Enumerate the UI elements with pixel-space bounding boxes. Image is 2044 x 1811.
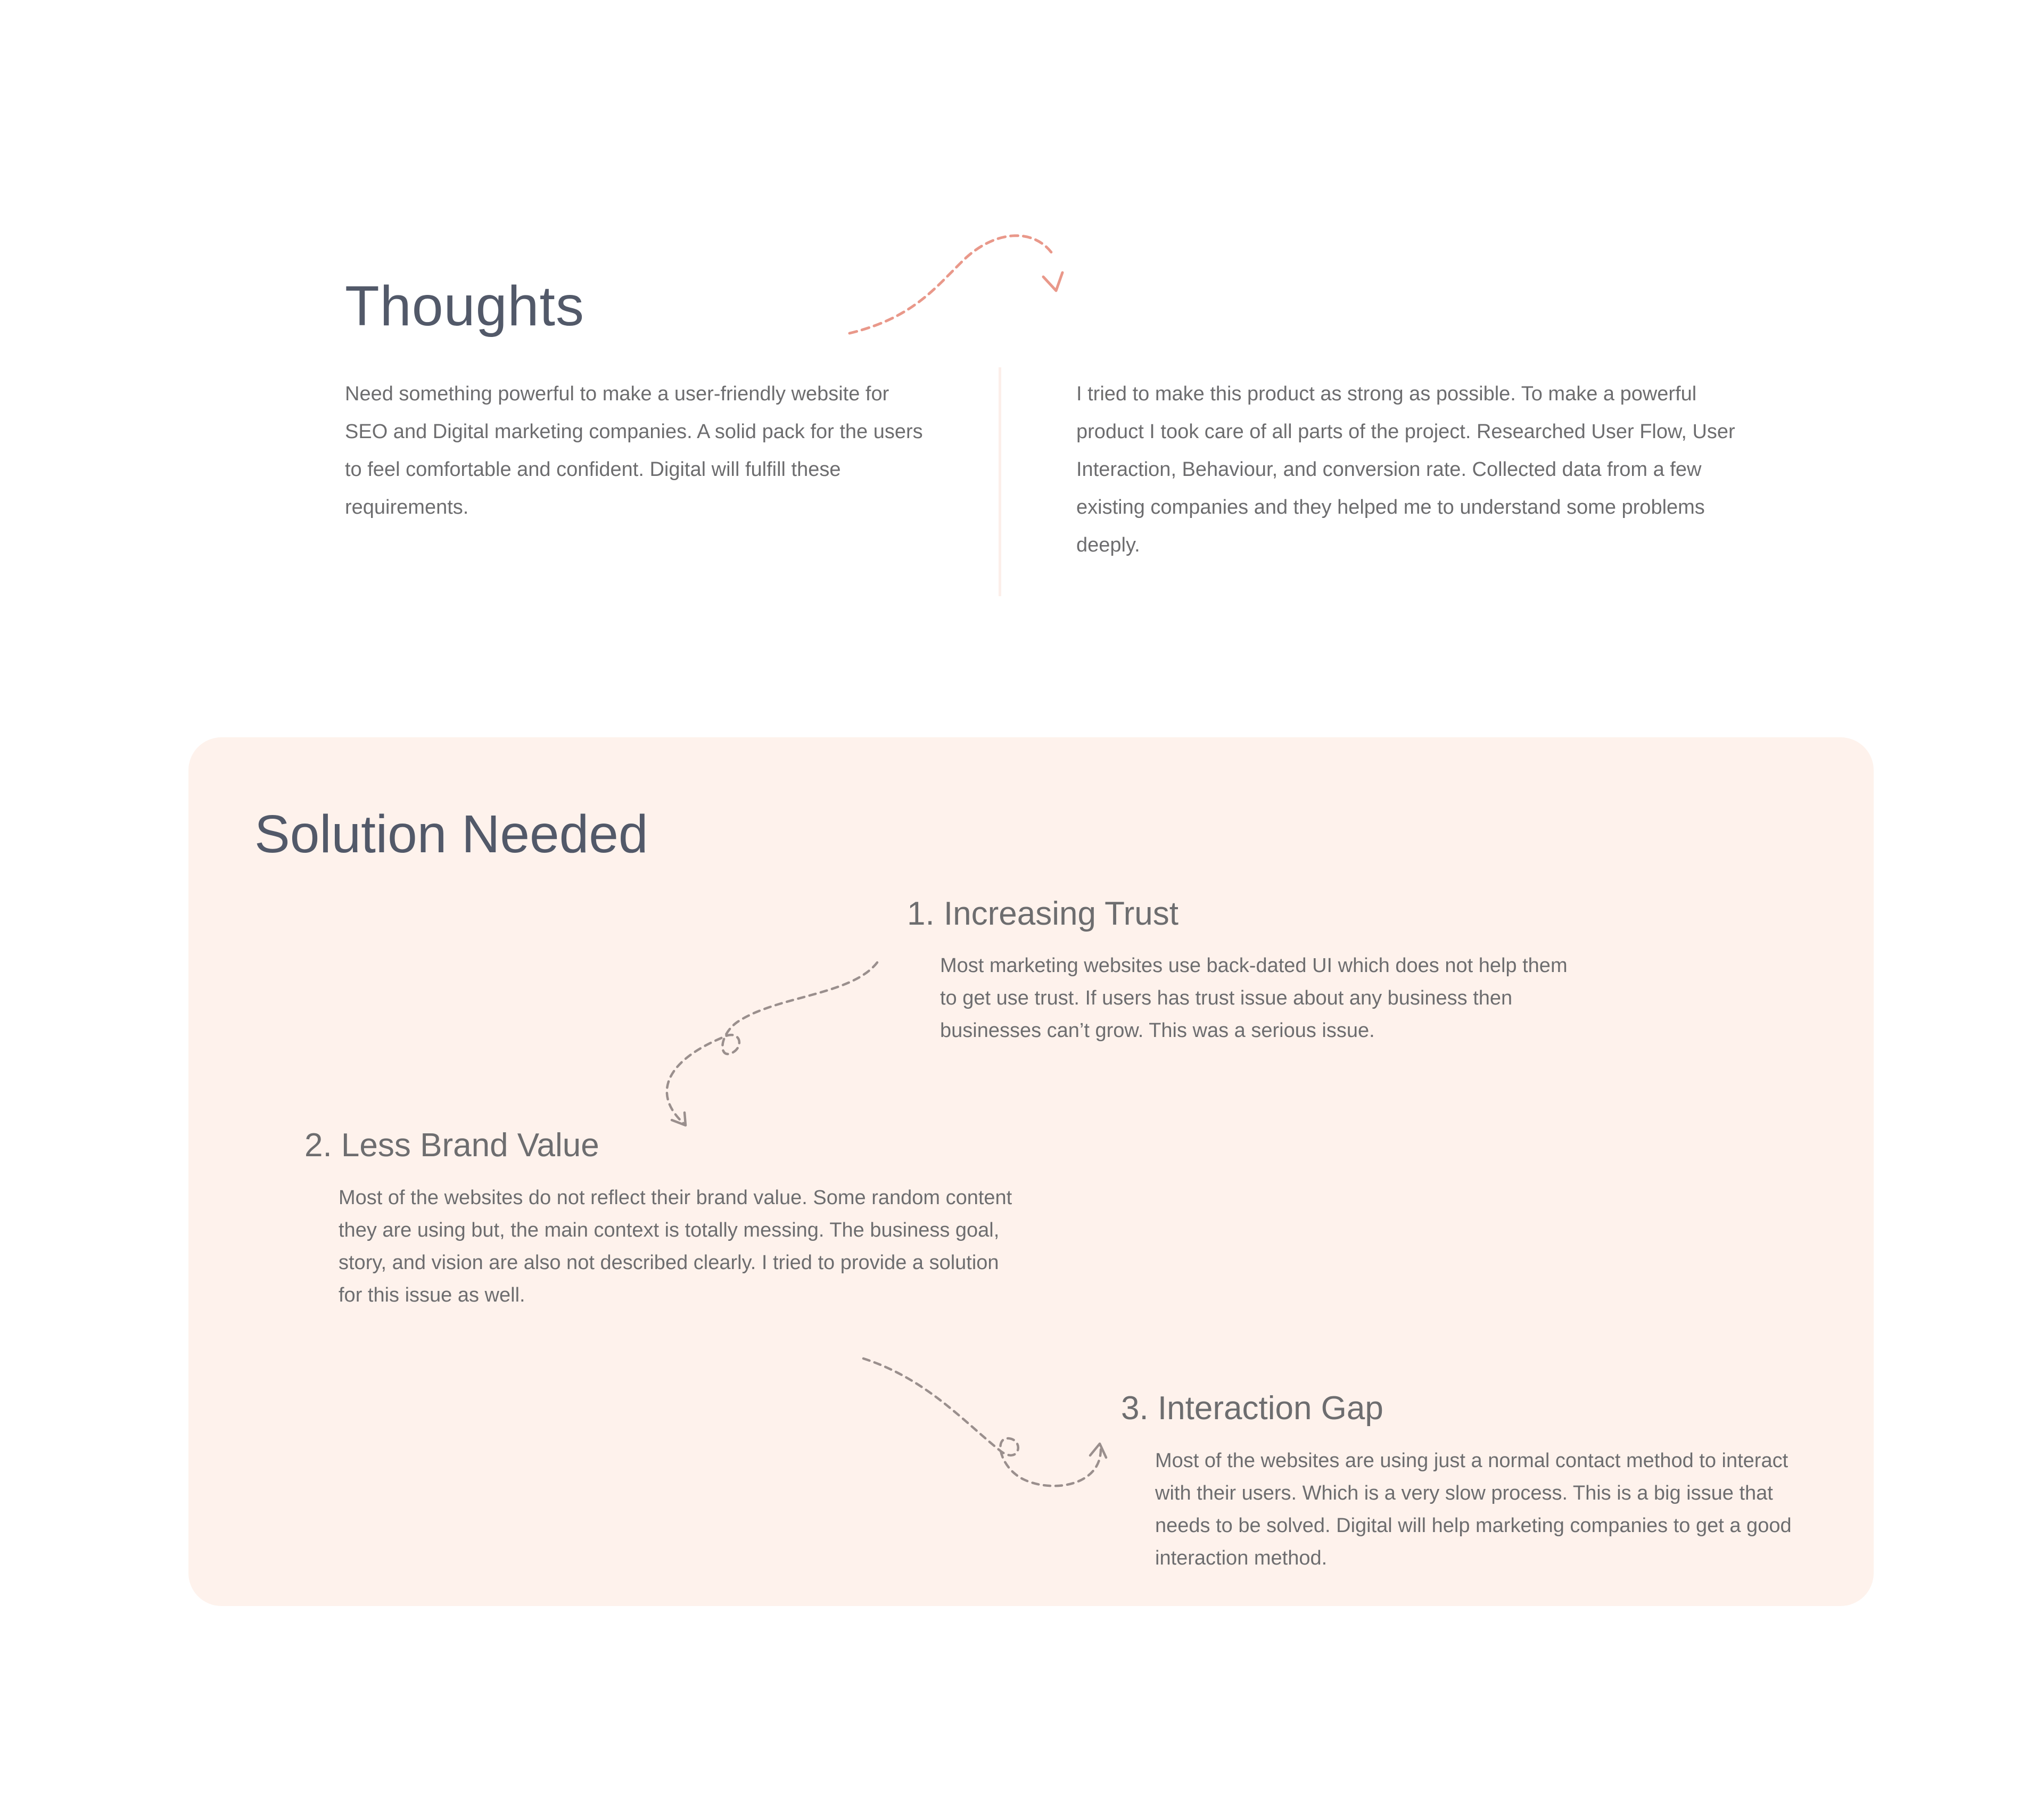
solution-item-1-heading: 1. Increasing Trust bbox=[907, 895, 1179, 932]
solution-item-3-text: Most of the websites are using just a normal contact method to interact with their users. Which is a very slow process. This is a big issue that needs to be solved. Digital will help marketing companies to get a good interaction method. bbox=[1155, 1450, 1792, 1569]
solution-item-2-heading: 2. Less Brand Value bbox=[304, 1127, 599, 1164]
solution-item-2-text: Most of the websites do not reflect their brand value. Some random content they are using but, the main context is totally messing. The business goal, story, and vision are also not described clearly. I tried to provide a solution for this issue as well. bbox=[339, 1187, 1012, 1306]
solution-title: Solution Needed bbox=[254, 804, 648, 864]
thoughts-right-paragraph: I tried to make this product as strong as possible. To make a powerful product I took care of all parts of the project. Researched User Flow, User Interaction, Behaviour, and conversion rate. Collected data from a few existing companies and they helped me to understand some problems deeply. bbox=[1076, 383, 1735, 556]
solution-item-1-text: Most marketing websites use back-dated UI which does not help them to get use trust. If users has trust issue about any business then businesses can’t grow. This was a serious issue. bbox=[940, 954, 1568, 1042]
thoughts-title: Thoughts bbox=[345, 275, 584, 337]
thoughts-left-paragraph: Need something powerful to make a user-friendly website for SEO and Digital marketing companies. A solid pack for the users to feel comfortable and confident. Digital will fulfill these requirements. bbox=[345, 383, 923, 518]
thoughts-divider bbox=[999, 367, 1001, 596]
solution-item-3-heading: 3. Interaction Gap bbox=[1121, 1390, 1383, 1427]
